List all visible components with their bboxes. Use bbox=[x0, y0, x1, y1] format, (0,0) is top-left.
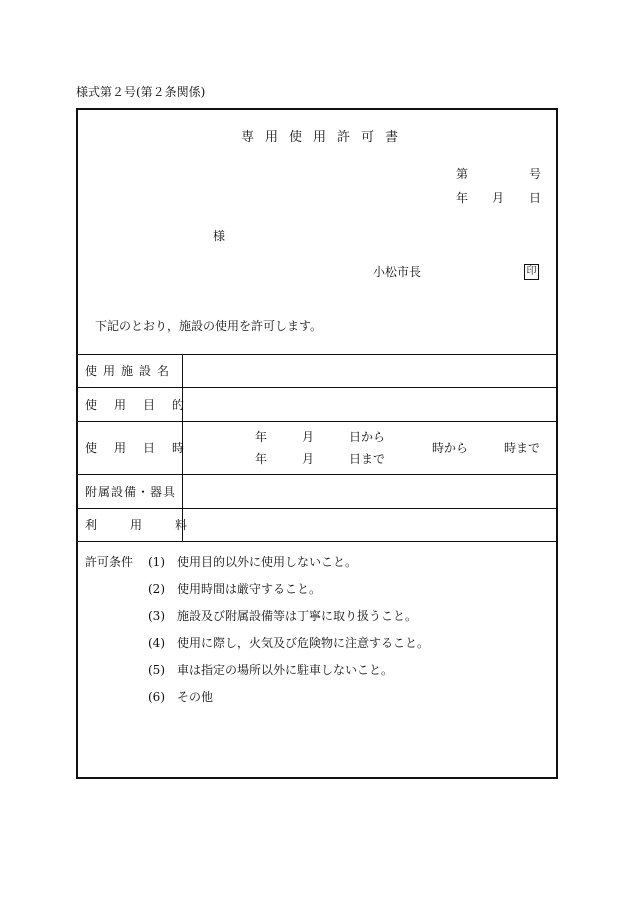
condition-text: 施設及び附属設備等は丁寧に取り扱うこと。 bbox=[177, 609, 418, 623]
condition-number: (4) bbox=[148, 636, 165, 650]
row-divider-5 bbox=[78, 541, 556, 542]
datetime-to-day: 日まで bbox=[349, 452, 386, 466]
table-top-border bbox=[78, 354, 556, 355]
condition-number: (2) bbox=[148, 582, 165, 596]
permit-form bbox=[76, 108, 558, 779]
document-title: 専用使用許可書 bbox=[241, 130, 410, 145]
number-prefix: 第 bbox=[456, 167, 469, 181]
row-label-facility-name: 使用施設名 bbox=[85, 364, 176, 378]
number-suffix: 号 bbox=[529, 167, 542, 181]
condition-text: その他 bbox=[177, 690, 214, 704]
date-year: 年 bbox=[456, 191, 469, 205]
datetime-to-month: 月 bbox=[302, 452, 315, 466]
form-number-label: 様式第２号(第２条関係) bbox=[76, 85, 206, 99]
row-label-equipment: 附属設備・器具 bbox=[85, 485, 177, 499]
row-label-datetime: 使用日時 bbox=[85, 441, 202, 455]
row-label-purpose: 使用目的 bbox=[85, 398, 202, 412]
datetime-from-month: 月 bbox=[302, 430, 315, 444]
date-day: 日 bbox=[529, 191, 542, 205]
seal-mark: 印 bbox=[524, 264, 539, 280]
row-divider-1 bbox=[78, 387, 556, 388]
row-divider-4 bbox=[78, 508, 556, 509]
datetime-from-day: 日から bbox=[349, 430, 386, 444]
datetime-to-year: 年 bbox=[255, 452, 268, 466]
condition-number: (3) bbox=[148, 609, 165, 623]
condition-number: (6) bbox=[148, 690, 165, 704]
conditions-label: 許可条件 bbox=[85, 555, 134, 569]
row-divider-3 bbox=[78, 474, 556, 475]
row-label-fee: 利用料 bbox=[85, 518, 221, 532]
condition-number: (1) bbox=[148, 555, 165, 569]
issuer-name: 小松市長 bbox=[373, 265, 422, 279]
addressee-suffix: 様 bbox=[213, 229, 226, 243]
condition-text: 使用目的以外に使用しないこと。 bbox=[177, 555, 358, 569]
datetime-from-year: 年 bbox=[255, 430, 268, 444]
date-month: 月 bbox=[492, 191, 505, 205]
condition-text: 車は指定の場所以外に駐車しないこと。 bbox=[177, 663, 394, 677]
datetime-to-time: 時まで bbox=[504, 441, 541, 455]
condition-text: 使用に際し，火気及び危険物に注意すること。 bbox=[177, 636, 430, 650]
condition-text: 使用時間は厳守すること。 bbox=[177, 582, 322, 596]
condition-number: (5) bbox=[148, 663, 165, 677]
intro-text: 下記のとおり，施設の使用を許可します。 bbox=[95, 319, 323, 333]
row-divider-2 bbox=[78, 421, 556, 422]
datetime-from-time: 時から bbox=[432, 441, 469, 455]
